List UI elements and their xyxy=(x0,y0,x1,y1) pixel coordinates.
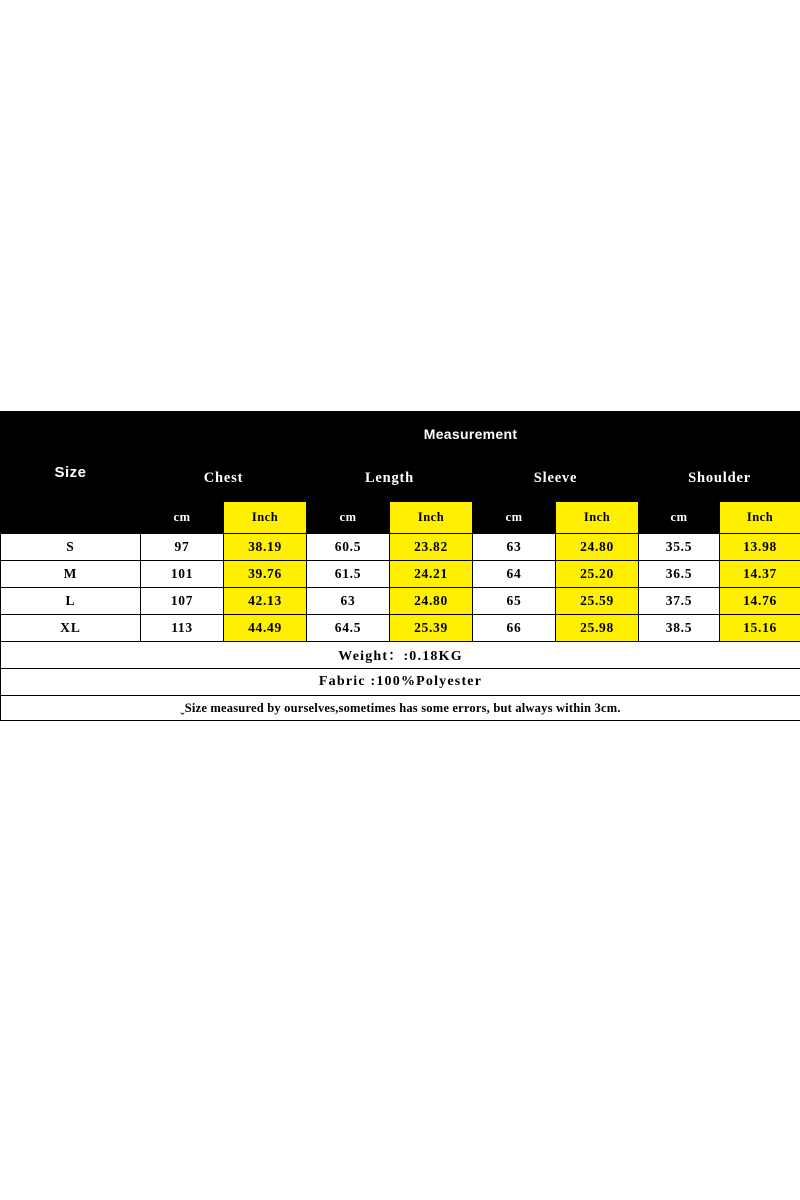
header-size: Size xyxy=(1,412,141,534)
cell-chest-inch: 44.49 xyxy=(224,615,307,642)
cell-chest-cm: 113 xyxy=(141,615,224,642)
table-row xyxy=(1,588,800,615)
cell-chest-inch: 42.13 xyxy=(224,588,307,615)
cell-size: S xyxy=(1,534,141,561)
cell-length-cm: 60.5 xyxy=(307,534,390,561)
cell-chest-cm: 107 xyxy=(141,588,224,615)
weight-row xyxy=(1,642,800,669)
cell-length-inch: 24.80 xyxy=(390,588,473,615)
cell-shoulder-cm: 37.5 xyxy=(639,588,720,615)
note-row xyxy=(1,696,800,721)
size-chart-table xyxy=(0,411,800,721)
fabric-row xyxy=(1,669,800,696)
cell-shoulder-cm: 36.5 xyxy=(639,561,720,588)
size-chart-container xyxy=(0,411,800,721)
header-part-chest: Chest xyxy=(141,456,307,502)
header-measurement: Measurement xyxy=(141,412,800,456)
cell-length-inch: 25.39 xyxy=(390,615,473,642)
table-header-row-1 xyxy=(1,412,800,456)
cell-sleeve-inch: 25.98 xyxy=(556,615,639,642)
header-part-length: Length xyxy=(307,456,473,502)
header-unit-length-cm: cm xyxy=(307,502,390,534)
table-row xyxy=(1,534,800,561)
cell-sleeve-cm: 63 xyxy=(473,534,556,561)
cell-shoulder-inch: 14.37 xyxy=(720,561,800,588)
table-row xyxy=(1,561,800,588)
cell-sleeve-inch: 24.80 xyxy=(556,534,639,561)
note-text: ˬSize measured by ourselves,sometimes has some errors, but always within 3cm. xyxy=(1,696,800,721)
cell-size: L xyxy=(1,588,141,615)
cell-size: XL xyxy=(1,615,141,642)
cell-sleeve-inch: 25.20 xyxy=(556,561,639,588)
cell-length-inch: 23.82 xyxy=(390,534,473,561)
cell-shoulder-cm: 38.5 xyxy=(639,615,720,642)
cell-sleeve-cm: 64 xyxy=(473,561,556,588)
header-unit-shoulder-inch: Inch xyxy=(720,502,800,534)
cell-size: M xyxy=(1,561,141,588)
cell-sleeve-cm: 65 xyxy=(473,588,556,615)
weight-text: Weight：:0.18KG xyxy=(1,642,800,669)
cell-length-cm: 63 xyxy=(307,588,390,615)
cell-length-cm: 64.5 xyxy=(307,615,390,642)
cell-chest-cm: 97 xyxy=(141,534,224,561)
header-unit-sleeve-cm: cm xyxy=(473,502,556,534)
cell-length-cm: 61.5 xyxy=(307,561,390,588)
cell-shoulder-inch: 13.98 xyxy=(720,534,800,561)
cell-length-inch: 24.21 xyxy=(390,561,473,588)
cell-chest-inch: 38.19 xyxy=(224,534,307,561)
cell-shoulder-cm: 35.5 xyxy=(639,534,720,561)
cell-shoulder-inch: 15.16 xyxy=(720,615,800,642)
cell-chest-cm: 101 xyxy=(141,561,224,588)
header-unit-shoulder-cm: cm xyxy=(639,502,720,534)
header-unit-length-inch: Inch xyxy=(390,502,473,534)
header-unit-chest-cm: cm xyxy=(141,502,224,534)
header-unit-sleeve-inch: Inch xyxy=(556,502,639,534)
cell-sleeve-cm: 66 xyxy=(473,615,556,642)
cell-sleeve-inch: 25.59 xyxy=(556,588,639,615)
header-part-sleeve: Sleeve xyxy=(473,456,639,502)
header-part-shoulder: Shoulder xyxy=(639,456,800,502)
cell-shoulder-inch: 14.76 xyxy=(720,588,800,615)
cell-chest-inch: 39.76 xyxy=(224,561,307,588)
header-unit-chest-inch: Inch xyxy=(224,502,307,534)
fabric-text: Fabric :100%Polyester xyxy=(1,669,800,696)
table-row xyxy=(1,615,800,642)
